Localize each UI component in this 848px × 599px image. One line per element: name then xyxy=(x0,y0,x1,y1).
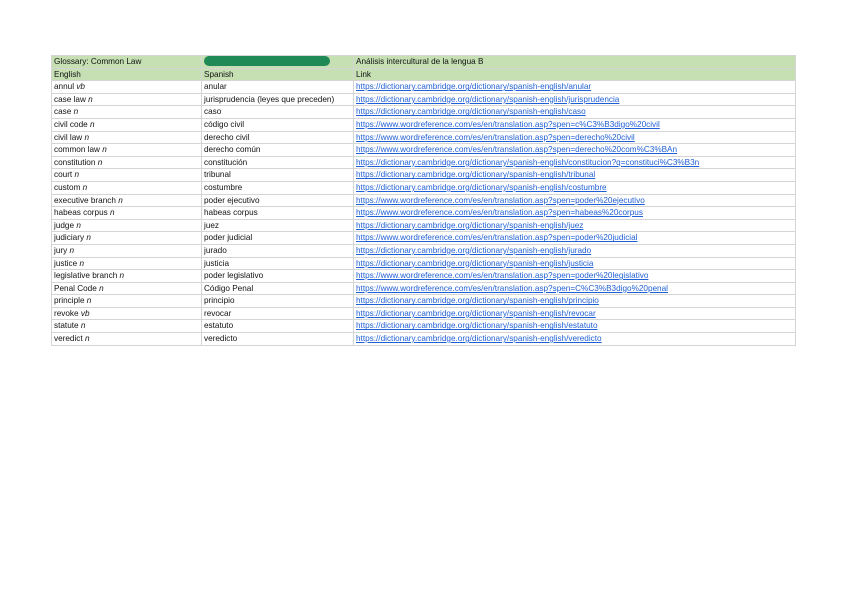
part-of-speech: n xyxy=(110,208,115,218)
part-of-speech: n xyxy=(80,321,86,331)
link-cell xyxy=(354,295,796,308)
spanish-term: derecho común xyxy=(202,144,354,157)
dictionary-link[interactable]: https://dictionary.cambridge.org/dictionary/spanish-english/costumbre xyxy=(356,182,607,192)
table-row xyxy=(52,194,796,207)
part-of-speech: vb xyxy=(76,82,85,92)
english-term-cell xyxy=(52,106,202,119)
dictionary-link[interactable]: https://dictionary.cambridge.org/dictionary/spanish-english/jurisprudencia xyxy=(356,94,620,104)
english-term: statute xyxy=(54,321,79,331)
english-term-cell xyxy=(52,131,202,144)
spanish-term: poder judicial xyxy=(202,232,354,245)
table-row xyxy=(52,144,796,157)
column-header-spanish: Spanish xyxy=(202,68,354,81)
dictionary-link[interactable]: https://www.wordreference.com/es/en/translation.asp?spen=derecho%20com%C3%BAn xyxy=(356,145,678,155)
redaction-mark xyxy=(204,56,330,66)
dictionary-link[interactable]: https://www.wordreference.com/es/en/translation.asp?spen=derecho%20civil xyxy=(356,132,635,142)
spanish-term: constitución xyxy=(202,156,354,169)
dictionary-link[interactable]: https://dictionary.cambridge.org/dictionary/spanish-english/anular xyxy=(356,82,592,92)
link-cell xyxy=(354,169,796,182)
english-term-cell xyxy=(52,333,202,346)
column-header-link: Link xyxy=(354,68,796,81)
link-cell xyxy=(354,118,796,131)
english-term: annul xyxy=(54,82,75,92)
spanish-term: revocar xyxy=(202,307,354,320)
part-of-speech: n xyxy=(89,119,95,129)
part-of-speech: n xyxy=(82,182,88,192)
link-cell xyxy=(354,270,796,283)
link-cell xyxy=(354,181,796,194)
spanish-term: costumbre xyxy=(202,181,354,194)
spanish-term: principio xyxy=(202,295,354,308)
table-row xyxy=(52,333,796,346)
table-row xyxy=(52,207,796,220)
part-of-speech: n xyxy=(119,271,125,281)
link-cell xyxy=(354,257,796,270)
dictionary-link[interactable]: https://www.wordreference.com/es/en/translation.asp?spen=habeas%20corpus xyxy=(356,208,643,218)
spanish-term: jurisprudencia (leyes que preceden) xyxy=(202,93,354,106)
english-term: judiciary xyxy=(54,233,85,243)
table-row xyxy=(52,169,796,182)
dictionary-link[interactable]: https://www.wordreference.com/es/en/translation.asp?spen=poder%20judicial xyxy=(356,233,638,243)
spanish-term: código civil xyxy=(202,118,354,131)
english-term: case law xyxy=(54,94,86,104)
link-cell xyxy=(354,307,796,320)
link-cell xyxy=(354,106,796,119)
spanish-term: justicia xyxy=(202,257,354,270)
link-cell xyxy=(354,333,796,346)
spanish-term: tribunal xyxy=(202,169,354,182)
english-term-cell xyxy=(52,219,202,232)
part-of-speech: n xyxy=(102,145,107,155)
spanish-term: habeas corpus xyxy=(202,207,354,220)
redacted-name xyxy=(202,56,354,69)
spanish-term: poder ejecutivo xyxy=(202,194,354,207)
part-of-speech: n xyxy=(99,283,104,293)
english-term-cell xyxy=(52,232,202,245)
part-of-speech: n xyxy=(84,132,90,142)
table-row xyxy=(52,219,796,232)
part-of-speech: n xyxy=(79,258,85,268)
english-term-cell xyxy=(52,118,202,131)
part-of-speech: n xyxy=(76,220,81,230)
english-term-cell xyxy=(52,144,202,157)
spanish-term: estatuto xyxy=(202,320,354,333)
subject-title: Análisis intercultural de la lengua B xyxy=(354,56,796,69)
part-of-speech: n xyxy=(97,157,103,167)
english-term-cell xyxy=(52,81,202,94)
glossary-sheet xyxy=(51,55,795,346)
table-row xyxy=(52,257,796,270)
table-row xyxy=(52,282,796,295)
spanish-term: veredicto xyxy=(202,333,354,346)
dictionary-link[interactable]: https://dictionary.cambridge.org/dictionary/spanish-english/jurado xyxy=(356,245,592,255)
english-term: justice xyxy=(54,258,78,268)
english-term: executive branch xyxy=(54,195,116,205)
table-row xyxy=(52,118,796,131)
dictionary-link[interactable]: https://dictionary.cambridge.org/dictionary/spanish-english/caso xyxy=(356,107,586,117)
column-header-row xyxy=(52,68,796,81)
dictionary-link[interactable]: https://www.wordreference.com/es/en/translation.asp?spen=poder%20legislativo xyxy=(356,271,649,281)
glossary-title: Glossary: Common Law xyxy=(52,56,202,69)
english-term-cell xyxy=(52,257,202,270)
part-of-speech: n xyxy=(86,296,92,306)
english-term: court xyxy=(54,170,73,180)
dictionary-link[interactable]: https://www.wordreference.com/es/en/translation.asp?spen=poder%20ejecutivo xyxy=(356,195,645,205)
spanish-term: poder legislativo xyxy=(202,270,354,283)
english-term-cell xyxy=(52,181,202,194)
table-row xyxy=(52,181,796,194)
table-row xyxy=(52,232,796,245)
english-term-cell xyxy=(52,282,202,295)
english-term: case xyxy=(54,107,72,117)
english-term-cell xyxy=(52,307,202,320)
spanish-term: derecho civil xyxy=(202,131,354,144)
english-term-cell xyxy=(52,156,202,169)
dictionary-link[interactable]: https://www.wordreference.com/es/en/translation.asp?spen=c%C3%B3digo%20civil xyxy=(356,119,660,129)
link-cell xyxy=(354,81,796,94)
link-cell xyxy=(354,282,796,295)
link-cell xyxy=(354,156,796,169)
link-cell xyxy=(354,93,796,106)
english-term: habeas corpus xyxy=(54,208,108,218)
dictionary-link[interactable]: https://dictionary.cambridge.org/dictionary/spanish-english/estatuto xyxy=(356,321,598,331)
part-of-speech: n xyxy=(86,233,91,243)
dictionary-link[interactable]: https://dictionary.cambridge.org/dictionary/spanish-english/juez xyxy=(356,220,584,230)
link-cell xyxy=(354,144,796,157)
english-term-cell xyxy=(52,244,202,257)
link-cell xyxy=(354,219,796,232)
english-term-cell xyxy=(52,270,202,283)
table-row xyxy=(52,131,796,144)
table-row xyxy=(52,270,796,283)
part-of-speech: n xyxy=(118,195,123,205)
dictionary-link[interactable]: https://www.wordreference.com/es/en/translation.asp?spen=C%C3%B3digo%20penal xyxy=(356,283,668,293)
english-term-cell xyxy=(52,207,202,220)
english-term: judge xyxy=(54,220,75,230)
english-term: civil law xyxy=(54,132,83,142)
link-cell xyxy=(354,194,796,207)
part-of-speech: n xyxy=(74,170,80,180)
dictionary-link[interactable]: https://dictionary.cambridge.org/dictionary/spanish-english/justicia xyxy=(356,258,594,268)
english-term: common law xyxy=(54,145,100,155)
table-row xyxy=(52,81,796,94)
dictionary-link[interactable]: https://dictionary.cambridge.org/dictionary/spanish-english/revocar xyxy=(356,308,596,318)
english-term: custom xyxy=(54,182,81,192)
dictionary-link[interactable]: https://dictionary.cambridge.org/dictionary/spanish-english/veredicto xyxy=(356,334,602,344)
part-of-speech: n xyxy=(69,245,75,255)
spanish-term: anular xyxy=(202,81,354,94)
part-of-speech: n xyxy=(88,94,93,104)
english-term-cell xyxy=(52,194,202,207)
table-row xyxy=(52,106,796,119)
table-row xyxy=(52,295,796,308)
part-of-speech: n xyxy=(73,107,79,117)
table-row xyxy=(52,93,796,106)
glossary-table xyxy=(51,55,796,346)
part-of-speech: n xyxy=(84,334,90,344)
table-row xyxy=(52,244,796,257)
link-cell xyxy=(354,232,796,245)
link-cell xyxy=(354,131,796,144)
english-term: veredict xyxy=(54,334,83,344)
english-term: principle xyxy=(54,296,85,306)
dictionary-link[interactable]: https://dictionary.cambridge.org/dictionary/spanish-english/tribunal xyxy=(356,170,596,180)
english-term: civil code xyxy=(54,119,88,129)
english-term-cell xyxy=(52,169,202,182)
english-term: constitution xyxy=(54,157,96,167)
english-term: legislative branch xyxy=(54,271,118,281)
table-row xyxy=(52,320,796,333)
spanish-term: caso xyxy=(202,106,354,119)
english-term: revoke xyxy=(54,308,79,318)
link-cell xyxy=(354,320,796,333)
link-cell xyxy=(354,244,796,257)
column-header-english: English xyxy=(52,68,202,81)
english-term-cell xyxy=(52,93,202,106)
part-of-speech: vb xyxy=(80,308,90,318)
link-cell xyxy=(354,207,796,220)
english-term-cell xyxy=(52,320,202,333)
spanish-term: juez xyxy=(202,219,354,232)
english-term: jury xyxy=(54,245,68,255)
english-term-cell xyxy=(52,295,202,308)
table-row xyxy=(52,156,796,169)
title-row xyxy=(52,56,796,69)
spanish-term: jurado xyxy=(202,244,354,257)
english-term: Penal Code xyxy=(54,283,97,293)
dictionary-link[interactable]: https://dictionary.cambridge.org/dictionary/spanish-english/principio xyxy=(356,296,599,306)
spanish-term: Código Penal xyxy=(202,282,354,295)
table-row xyxy=(52,307,796,320)
dictionary-link[interactable]: https://dictionary.cambridge.org/dictionary/spanish-english/constitucion?q=constituci%C3%B3n xyxy=(356,157,700,167)
